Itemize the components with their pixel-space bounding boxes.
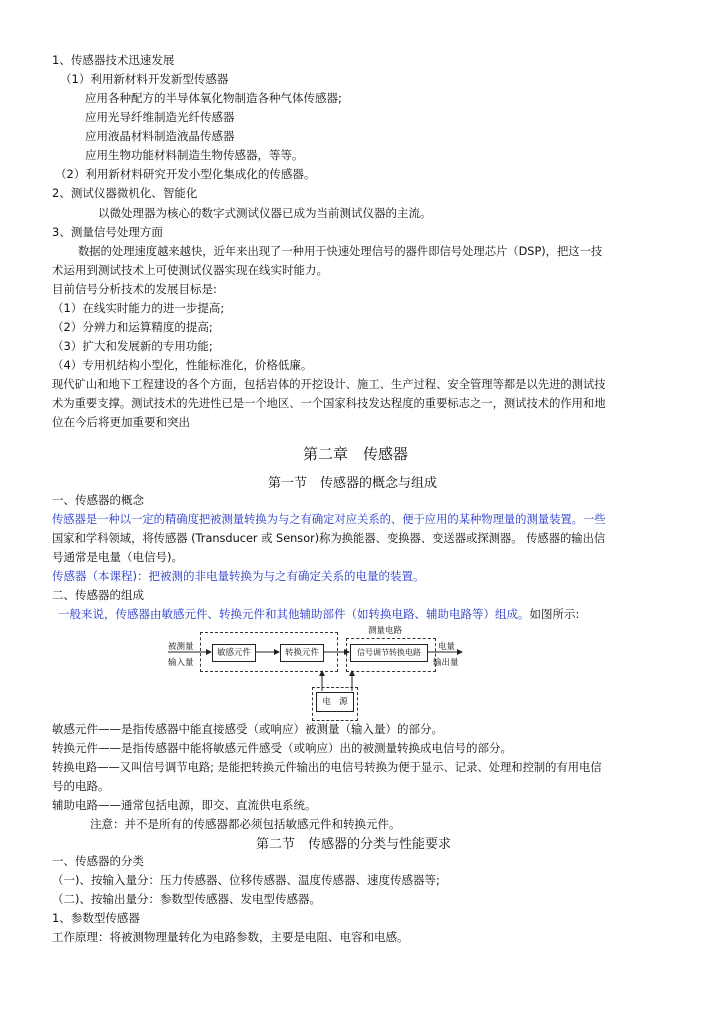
list-item: （1）在线实时能力的进一步提高; xyxy=(52,301,225,315)
text-line: 应用液晶材料制造液晶传感器 xyxy=(85,129,235,143)
definition-item: 辅助电路——通常包括电源，即交、直流供电系统。 xyxy=(52,798,317,812)
paragraph-line: 工作原理：将被测物理量转化为电路参数，主要是电阻、电容和电感。 xyxy=(52,930,409,944)
subheading: 一、传感器的概念 xyxy=(52,493,144,507)
composition-text: 一般来说，传感器由敏感元件、转换元件和其他辅助部件（如转换电路、辅助电路等）组成。 xyxy=(58,607,530,621)
section-title: 第一节 传感器的概念与组成 xyxy=(268,476,438,491)
power-supply-box: 电 源 xyxy=(316,692,354,712)
input-label-2: 输入量 xyxy=(168,658,194,668)
list-item: （3）扩大和发展新的专用功能; xyxy=(52,339,213,353)
paragraph-line: 位在今后将更加重要和突出 xyxy=(52,415,190,429)
paragraph-line: 号通常是电量（电信号)。 xyxy=(52,550,183,564)
list-item: （一)、按输入量分：压力传感器、位移传感器、温度传感器、速度传感器等; xyxy=(52,873,440,887)
figure-ref-text: 如图所示: xyxy=(529,607,580,621)
paragraph-line: 现代矿山和地下工程建设的各个方面，包括岩体的开挖设计、施工、生产过程、安全管理等都是以先进的测试技 xyxy=(52,378,606,391)
section-title: 第二节 传感器的分类与性能要求 xyxy=(256,837,452,852)
definition-line: 传感器（本课程)：把被测的非电量转换为与之有确定关系的电量的装置。 xyxy=(52,569,425,583)
paragraph-line: 数据的处理速度越来越快，近年来出现了一种用于快速处理信号的器件即信号处理芯片（DSP)，把这一技 xyxy=(78,245,603,258)
subheading: 二、传感器的组成 xyxy=(52,588,144,602)
output-label-1: 电量 xyxy=(438,642,456,652)
list-item: （2）分辨力和运算精度的提高; xyxy=(52,320,213,334)
text-line: （1）利用新材料开发新型传感器 xyxy=(60,72,229,86)
output-label-2: 输出量 xyxy=(433,658,459,668)
heading-2: 2、测试仪器微机化、智能化 xyxy=(52,186,198,200)
list-item: （二)、按输出量分：参数型传感器、发电型传感器。 xyxy=(52,892,321,906)
paragraph-line: 术为重要支撑。测试技术的先进性已是一个地区、一个国家科技发达程度的重要标志之一，测试技术的作用和地 xyxy=(52,397,606,410)
definition-item: 转换电路——又叫信号调节电路; 是能把转换元件输出的电信号转换为便于显示、记录、处理和控制的有用电信 xyxy=(52,761,602,774)
input-label-1: 被测量 xyxy=(168,642,194,652)
definition-line: 传感器是一种以一定的精确度把被测量转换为与之有确定对应关系的、便于应用的某种物理量的测量装置。一些 xyxy=(52,513,606,526)
conversion-element-box: 转换元件 xyxy=(280,644,324,662)
text-line: 以微处理器为核心的数字式测试仪器已成为当前测试仪器的主流。 xyxy=(98,206,432,220)
text-line: （2）利用新材料研究开发小型化集成化的传感器。 xyxy=(55,167,316,181)
text-line: 应用生物功能材料制造生物传感器，等等。 xyxy=(85,148,304,162)
definition-item: 敏感元件——是指传感器中能直接感受（或响应）被测量（输入量）的部分。 xyxy=(52,722,443,736)
text-line: 目前信号分析技术的发展目标是: xyxy=(52,282,217,296)
definition-item: 号的电路。 xyxy=(52,779,110,793)
chapter-title: 第二章 传感器 xyxy=(303,445,409,463)
note-line: 注意：并不是所有的传感器都必须包括敏感元件和转换元件。 xyxy=(90,817,401,831)
measuring-circuit-label: 测量电路 xyxy=(368,626,403,636)
paragraph-line: 术运用到测试技术上可使测试仪器实现在线实时能力。 xyxy=(52,263,328,277)
subheading: 一、传感器的分类 xyxy=(52,854,144,868)
subheading: 1、参数型传感器 xyxy=(52,911,140,925)
list-item: （4）专用机结构小型化，性能标准化，价格低廉。 xyxy=(52,358,313,372)
sensing-element-box: 敏感元件 xyxy=(212,644,256,662)
paragraph-line: 国家和学科领域，将传感器 (Transducer 或 Sensor)称为换能器、变换器、变送器或探测器。 传感器的输出信 xyxy=(52,532,606,545)
text-line: 应用光导纤维制造光纤传感器 xyxy=(85,110,235,124)
heading-1: 1、传感器技术迅速发展 xyxy=(52,53,175,67)
text-line: 应用各种配方的半导体氧化物制造各种气体传感器; xyxy=(85,91,342,105)
definition-item: 转换元件——是指传感器中能将敏感元件感受（或响应）出的被测量转换成电信号的部分。 xyxy=(52,741,512,755)
signal-conditioning-box: 信号调节转换电路 xyxy=(350,644,428,662)
heading-3: 3、测量信号处理方面 xyxy=(52,225,163,239)
